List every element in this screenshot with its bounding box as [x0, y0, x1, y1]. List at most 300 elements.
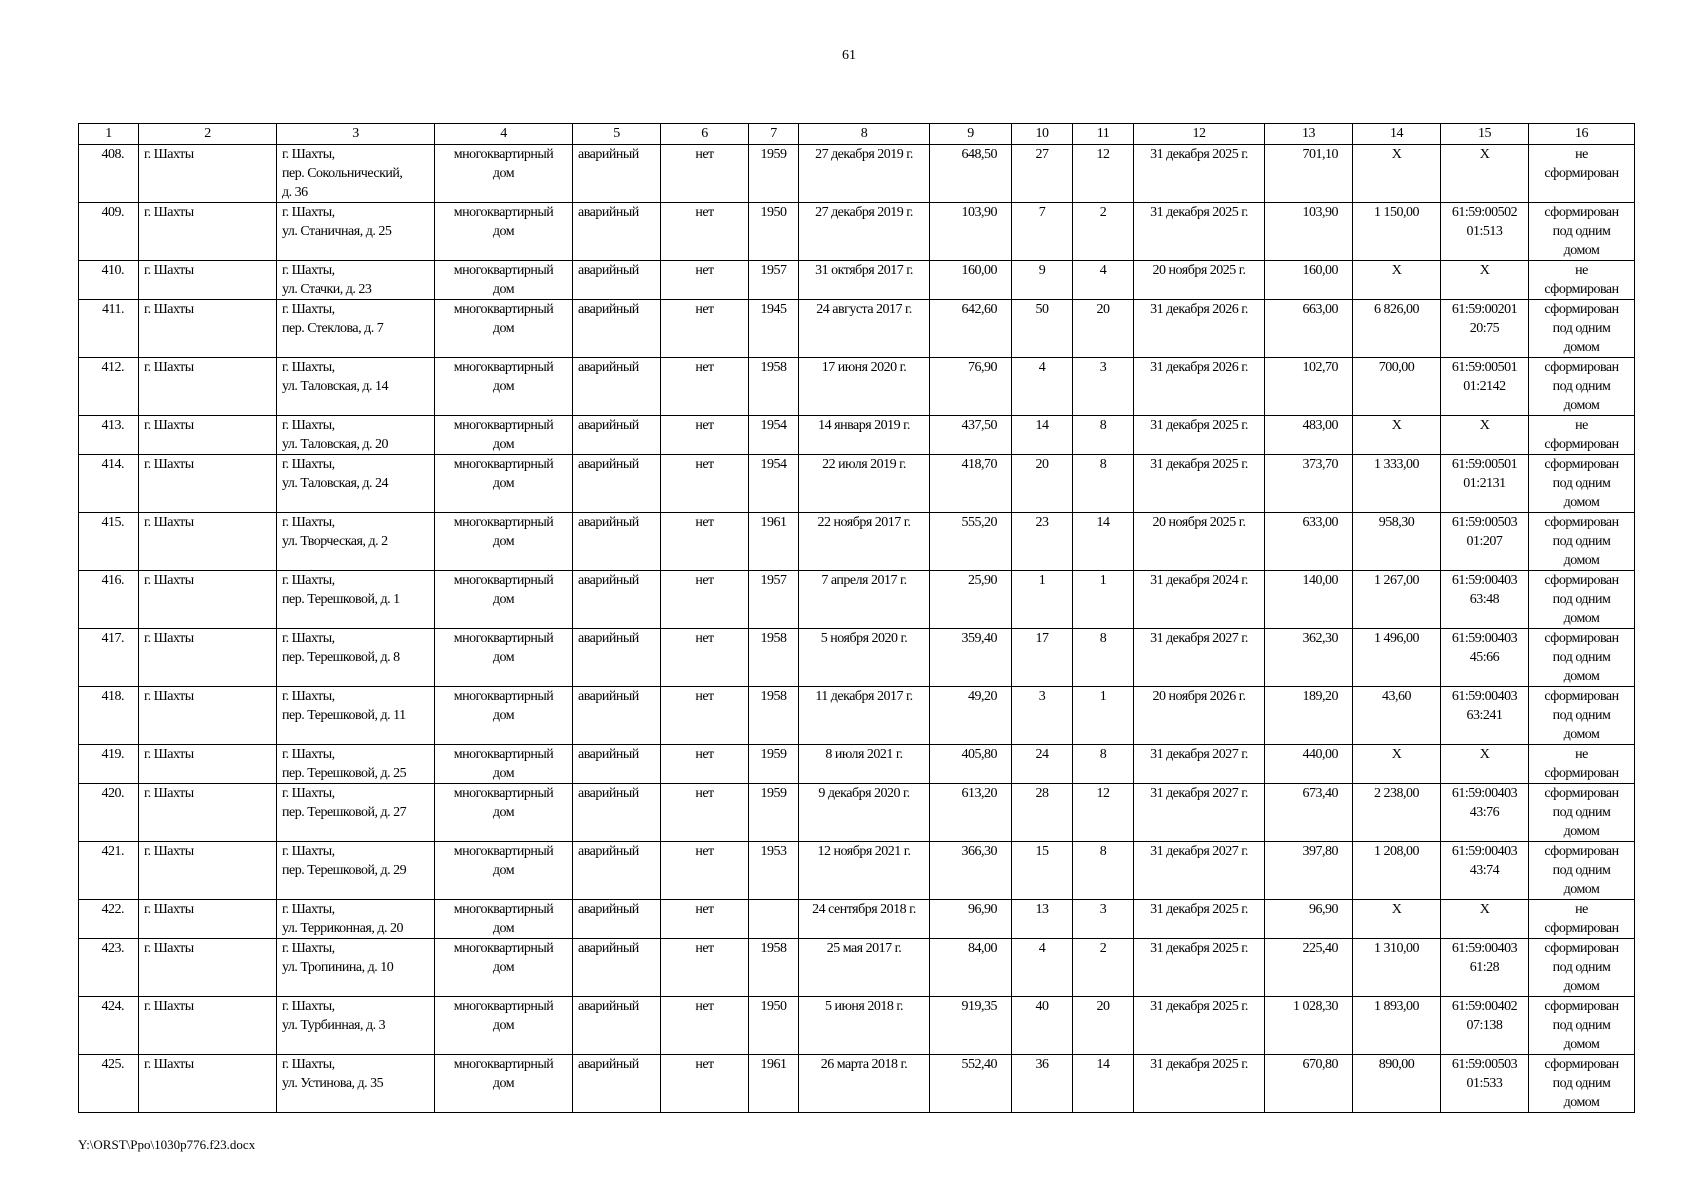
table-row [79, 416, 1635, 455]
build-year: 1957 [749, 261, 799, 300]
land-status-line: под одним [1552, 379, 1611, 394]
land-status-line: под одним [1552, 708, 1611, 723]
condition: аварийный [573, 900, 661, 939]
land-area: Х [1353, 261, 1441, 300]
table-row [79, 145, 1635, 203]
area-value: 76,90 [930, 358, 1012, 416]
land-area: 6 826,00 [1353, 300, 1441, 358]
condition: аварийный [573, 358, 661, 416]
land-status [1529, 784, 1635, 842]
table-row [79, 784, 1635, 842]
address-line: г. Шахты, [282, 902, 335, 917]
cadastral-number [1441, 513, 1529, 571]
col-6-value: нет [661, 455, 749, 513]
table-row [79, 455, 1635, 513]
land-status-line: сформирован [1544, 302, 1619, 317]
land-status [1529, 842, 1635, 900]
residents-count: 3 [1012, 687, 1073, 745]
table-row [79, 300, 1635, 358]
address-line: г. Шахты, [282, 1057, 335, 1072]
col-6-value: нет [661, 784, 749, 842]
condition: аварийный [573, 997, 661, 1055]
municipality: г. Шахты [139, 1055, 277, 1113]
cadastral-number-line: 61:59:00403 [1451, 573, 1518, 588]
cadastral-number-line: 01:2131 [1463, 476, 1506, 491]
building-type [435, 358, 573, 416]
column-number-row [79, 124, 1635, 145]
col-13-value: 225,40 [1265, 939, 1353, 997]
column-header: 5 [573, 124, 661, 145]
residents-count: 14 [1012, 416, 1073, 455]
building-type-line: дом [492, 960, 515, 975]
address [277, 997, 435, 1055]
address-line: ул. Стачки, д. 23 [282, 282, 372, 297]
residents-count: 1 [1012, 571, 1073, 629]
page-number: 61 [842, 48, 856, 63]
address-line: г. Шахты, [282, 457, 335, 472]
col-13-value: 397,80 [1265, 842, 1353, 900]
col-13-value: 160,00 [1265, 261, 1353, 300]
address-line: г. Шахты, [282, 573, 335, 588]
cadastral-number [1441, 687, 1529, 745]
address-line: ул. Устинова, д. 35 [282, 1076, 384, 1091]
building-type [435, 842, 573, 900]
address [277, 900, 435, 939]
address [277, 261, 435, 300]
land-status [1529, 300, 1635, 358]
land-status-line: домом [1563, 243, 1600, 258]
building-type-line: дом [492, 921, 515, 936]
building-type-line: многоквартирный [453, 360, 554, 375]
cadastral-number-line: 61:59:00403 [1451, 941, 1518, 956]
planned-date: 31 декабря 2025 г. [1134, 416, 1265, 455]
building-type-line: многоквартирный [453, 999, 554, 1014]
address [277, 513, 435, 571]
planned-date: 31 декабря 2025 г. [1134, 939, 1265, 997]
building-type-line: многоквартирный [453, 941, 554, 956]
land-status-line: сформирован [1544, 205, 1619, 220]
land-status-line: домом [1563, 611, 1600, 626]
address-line: пер. Терешковой, д. 1 [282, 592, 400, 607]
address-line: ул. Творческая, д. 2 [282, 534, 388, 549]
land-area: 958,30 [1353, 513, 1441, 571]
land-status [1529, 513, 1635, 571]
building-type-line: многоквартирный [453, 205, 554, 220]
cadastral-number-line: 61:28 [1469, 960, 1500, 975]
apartments-count: 8 [1073, 629, 1134, 687]
address [277, 687, 435, 745]
land-status-line: под одним [1552, 1018, 1611, 1033]
cadastral-number-line: Х [1479, 418, 1490, 433]
land-status-line: сформирован [1544, 515, 1619, 530]
recognition-date: 8 июля 2021 г. [799, 745, 930, 784]
building-type-line: дом [492, 224, 515, 239]
apartments-count: 8 [1073, 416, 1134, 455]
area-value: 555,20 [930, 513, 1012, 571]
cadastral-number [1441, 900, 1529, 939]
column-header: 4 [435, 124, 573, 145]
cadastral-number-line: 61:59:00402 [1451, 999, 1518, 1014]
address-line: пер. Терешковой, д. 27 [282, 805, 407, 820]
land-status-line: домом [1563, 824, 1600, 839]
building-type [435, 455, 573, 513]
address [277, 455, 435, 513]
building-type [435, 261, 573, 300]
land-area: Х [1353, 416, 1441, 455]
planned-date: 31 декабря 2026 г. [1134, 358, 1265, 416]
condition: аварийный [573, 145, 661, 203]
residents-count: 7 [1012, 203, 1073, 261]
build-year: 1950 [749, 203, 799, 261]
row-number: 425. [79, 1055, 139, 1113]
recognition-date: 9 декабря 2020 г. [799, 784, 930, 842]
apartments-count: 3 [1073, 900, 1134, 939]
row-number: 409. [79, 203, 139, 261]
recognition-date: 11 декабря 2017 г. [799, 687, 930, 745]
apartments-count: 3 [1073, 358, 1134, 416]
column-header: 14 [1353, 124, 1441, 145]
residents-count: 28 [1012, 784, 1073, 842]
col-13-value: 670,80 [1265, 1055, 1353, 1113]
apartments-count: 20 [1073, 300, 1134, 358]
col-13-value: 440,00 [1265, 745, 1353, 784]
municipality: г. Шахты [139, 145, 277, 203]
cadastral-number [1441, 629, 1529, 687]
residents-count: 24 [1012, 745, 1073, 784]
area-value: 552,40 [930, 1055, 1012, 1113]
area-value: 84,00 [930, 939, 1012, 997]
table-row [79, 687, 1635, 745]
residents-count: 4 [1012, 939, 1073, 997]
building-type [435, 416, 573, 455]
municipality: г. Шахты [139, 416, 277, 455]
address-line: пер. Терешковой, д. 8 [282, 650, 400, 665]
municipality: г. Шахты [139, 358, 277, 416]
building-type-line: дом [492, 650, 515, 665]
planned-date: 20 ноября 2026 г. [1134, 687, 1265, 745]
address [277, 629, 435, 687]
area-value: 49,20 [930, 687, 1012, 745]
row-number: 412. [79, 358, 139, 416]
municipality: г. Шахты [139, 784, 277, 842]
planned-date: 31 декабря 2026 г. [1134, 300, 1265, 358]
cadastral-number-line: 01:2142 [1463, 379, 1506, 394]
building-type [435, 784, 573, 842]
land-status [1529, 261, 1635, 300]
land-status-line: под одним [1552, 224, 1611, 239]
column-header: 2 [139, 124, 277, 145]
column-header: 16 [1529, 124, 1635, 145]
build-year: 1959 [749, 745, 799, 784]
col-13-value: 189,20 [1265, 687, 1353, 745]
residents-count: 20 [1012, 455, 1073, 513]
building-type-line: многоквартирный [453, 302, 554, 317]
land-area: 700,00 [1353, 358, 1441, 416]
area-value: 103,90 [930, 203, 1012, 261]
land-status-line: под одним [1552, 863, 1611, 878]
address-line: пер. Стеклова, д. 7 [282, 321, 384, 336]
col-6-value: нет [661, 1055, 749, 1113]
cadastral-number-line: 61:59:00501 [1451, 457, 1518, 472]
apartments-count: 12 [1073, 784, 1134, 842]
land-status-line: домом [1563, 495, 1600, 510]
building-type-line: дом [492, 534, 515, 549]
building-type-line: дом [492, 437, 515, 452]
table-row [79, 900, 1635, 939]
land-status-line: не [1575, 147, 1588, 162]
area-value: 160,00 [930, 261, 1012, 300]
condition: аварийный [573, 455, 661, 513]
cadastral-number-line: 01:533 [1466, 1076, 1503, 1091]
column-header: 13 [1265, 124, 1353, 145]
table-body [79, 124, 1635, 1113]
building-type-line: многоквартирный [453, 902, 554, 917]
planned-date: 31 декабря 2025 г. [1134, 203, 1265, 261]
building-type [435, 687, 573, 745]
land-status-line: домом [1563, 882, 1600, 897]
recognition-date: 5 июня 2018 г. [799, 997, 930, 1055]
building-type-line: дом [492, 766, 515, 781]
land-status-line: сформирован [1544, 786, 1619, 801]
land-status [1529, 687, 1635, 745]
municipality: г. Шахты [139, 687, 277, 745]
condition: аварийный [573, 571, 661, 629]
land-status-line: сформирован [1544, 166, 1619, 181]
municipality: г. Шахты [139, 513, 277, 571]
col-6-value: нет [661, 687, 749, 745]
cadastral-number-line: 61:59:00201 [1451, 302, 1518, 317]
apartments-count: 4 [1073, 261, 1134, 300]
recognition-date: 25 мая 2017 г. [799, 939, 930, 997]
municipality: г. Шахты [139, 203, 277, 261]
building-type [435, 513, 573, 571]
address-line: ул. Тропинина, д. 10 [282, 960, 394, 975]
column-header: 9 [930, 124, 1012, 145]
apartments-count: 2 [1073, 939, 1134, 997]
building-type-line: многоквартирный [453, 786, 554, 801]
condition: аварийный [573, 261, 661, 300]
land-status-line: сформирован [1544, 457, 1619, 472]
land-status [1529, 939, 1635, 997]
residents-count: 50 [1012, 300, 1073, 358]
building-type-line: многоквартирный [453, 1057, 554, 1072]
land-area: Х [1353, 145, 1441, 203]
residents-count: 36 [1012, 1055, 1073, 1113]
cadastral-number [1441, 997, 1529, 1055]
col-6-value: нет [661, 358, 749, 416]
building-type-line: дом [492, 476, 515, 491]
building-type-line: дом [492, 321, 515, 336]
area-value: 919,35 [930, 997, 1012, 1055]
building-type-line: многоквартирный [453, 418, 554, 433]
table-row [79, 629, 1635, 687]
municipality: г. Шахты [139, 629, 277, 687]
address-line: г. Шахты, [282, 689, 335, 704]
planned-date: 31 декабря 2025 г. [1134, 997, 1265, 1055]
planned-date: 31 декабря 2027 г. [1134, 629, 1265, 687]
table-row [79, 358, 1635, 416]
build-year: 1950 [749, 997, 799, 1055]
planned-date: 31 декабря 2027 г. [1134, 745, 1265, 784]
build-year: 1958 [749, 358, 799, 416]
address-line: г. Шахты, [282, 631, 335, 646]
recognition-date: 5 ноября 2020 г. [799, 629, 930, 687]
cadastral-number [1441, 455, 1529, 513]
land-status-line: домом [1563, 979, 1600, 994]
row-number: 422. [79, 900, 139, 939]
land-status-line: домом [1563, 553, 1600, 568]
area-value: 366,30 [930, 842, 1012, 900]
apartments-count: 1 [1073, 687, 1134, 745]
cadastral-number [1441, 842, 1529, 900]
condition: аварийный [573, 687, 661, 745]
col-13-value: 1 028,30 [1265, 997, 1353, 1055]
area-value: 405,80 [930, 745, 1012, 784]
column-header: 7 [749, 124, 799, 145]
residents-count: 4 [1012, 358, 1073, 416]
land-status-line: под одним [1552, 650, 1611, 665]
recognition-date: 17 июня 2020 г. [799, 358, 930, 416]
table-row [79, 1055, 1635, 1113]
build-year: 1954 [749, 455, 799, 513]
cadastral-number [1441, 145, 1529, 203]
build-year: 1945 [749, 300, 799, 358]
municipality: г. Шахты [139, 842, 277, 900]
recognition-date: 14 января 2019 г. [799, 416, 930, 455]
condition: аварийный [573, 842, 661, 900]
condition: аварийный [573, 203, 661, 261]
building-type [435, 997, 573, 1055]
table-row [79, 939, 1635, 997]
cadastral-number-line: Х [1479, 747, 1490, 762]
planned-date: 20 ноября 2025 г. [1134, 261, 1265, 300]
land-status [1529, 900, 1635, 939]
land-status-line: не [1575, 747, 1588, 762]
land-area: 43,60 [1353, 687, 1441, 745]
address [277, 571, 435, 629]
row-number: 414. [79, 455, 139, 513]
cadastral-number [1441, 939, 1529, 997]
land-status [1529, 1055, 1635, 1113]
apartments-count: 20 [1073, 997, 1134, 1055]
condition: аварийный [573, 939, 661, 997]
col-13-value: 96,90 [1265, 900, 1353, 939]
residents-count: 17 [1012, 629, 1073, 687]
col-6-value: нет [661, 571, 749, 629]
land-status [1529, 629, 1635, 687]
land-status-line: под одним [1552, 960, 1611, 975]
land-status-line: не [1575, 902, 1588, 917]
address [277, 1055, 435, 1113]
municipality: г. Шахты [139, 571, 277, 629]
address-line: пер. Терешковой, д. 25 [282, 766, 407, 781]
building-type-line: дом [492, 166, 515, 181]
residents-count: 27 [1012, 145, 1073, 203]
planned-date: 31 декабря 2025 г. [1134, 1055, 1265, 1113]
address [277, 939, 435, 997]
col-6-value: нет [661, 629, 749, 687]
area-value: 359,40 [930, 629, 1012, 687]
apartments-count: 14 [1073, 1055, 1134, 1113]
municipality: г. Шахты [139, 300, 277, 358]
col-6-value: нет [661, 842, 749, 900]
col-6-value: нет [661, 900, 749, 939]
land-status [1529, 416, 1635, 455]
land-status [1529, 745, 1635, 784]
land-status-line: под одним [1552, 805, 1611, 820]
planned-date: 31 декабря 2025 г. [1134, 145, 1265, 203]
address-line: пер. Сокольнический, [282, 166, 403, 181]
land-status-line: под одним [1552, 476, 1611, 491]
building-type [435, 629, 573, 687]
municipality: г. Шахты [139, 261, 277, 300]
area-value: 418,70 [930, 455, 1012, 513]
building-type-line: дом [492, 863, 515, 878]
row-number: 417. [79, 629, 139, 687]
area-value: 613,20 [930, 784, 1012, 842]
land-status-line: под одним [1552, 592, 1611, 607]
land-status-line: сформирован [1544, 573, 1619, 588]
land-status-line: домом [1563, 727, 1600, 742]
building-type-line: многоквартирный [453, 147, 554, 162]
cadastral-number-line: 61:59:00503 [1451, 1057, 1518, 1072]
land-status-line: сформирован [1544, 999, 1619, 1014]
cadastral-number [1441, 261, 1529, 300]
cadastral-number [1441, 203, 1529, 261]
address-line: г. Шахты, [282, 418, 335, 433]
table-row [79, 261, 1635, 300]
cadastral-number-line: 61:59:00503 [1451, 515, 1518, 530]
row-number: 410. [79, 261, 139, 300]
build-year: 1958 [749, 687, 799, 745]
address [277, 745, 435, 784]
building-type-line: дом [492, 1076, 515, 1091]
row-number: 423. [79, 939, 139, 997]
column-header: 6 [661, 124, 749, 145]
cadastral-number-line: 61:59:00403 [1451, 844, 1518, 859]
row-number: 411. [79, 300, 139, 358]
condition: аварийный [573, 416, 661, 455]
build-year: 1958 [749, 629, 799, 687]
table-row [79, 203, 1635, 261]
land-status-line: сформирован [1544, 689, 1619, 704]
land-status [1529, 997, 1635, 1055]
cadastral-number [1441, 416, 1529, 455]
building-type [435, 939, 573, 997]
address-line: г. Шахты, [282, 263, 335, 278]
land-status-line: не [1575, 418, 1588, 433]
build-year [749, 900, 799, 939]
building-type-line: дом [492, 805, 515, 820]
municipality: г. Шахты [139, 900, 277, 939]
address [277, 842, 435, 900]
residents-count: 40 [1012, 997, 1073, 1055]
cadastral-number-line: 20:75 [1469, 321, 1500, 336]
building-type [435, 1055, 573, 1113]
land-status-line: сформирован [1544, 437, 1619, 452]
apartments-count: 14 [1073, 513, 1134, 571]
col-6-value: нет [661, 939, 749, 997]
apartments-count: 8 [1073, 745, 1134, 784]
build-year: 1961 [749, 1055, 799, 1113]
col-6-value: нет [661, 300, 749, 358]
address-line: ул. Станичная, д. 25 [282, 224, 392, 239]
column-header: 15 [1441, 124, 1529, 145]
land-status-line: сформирован [1544, 631, 1619, 646]
land-area: Х [1353, 745, 1441, 784]
cadastral-number-line: 61:59:00403 [1451, 631, 1518, 646]
cadastral-number-line: 01:207 [1466, 534, 1503, 549]
